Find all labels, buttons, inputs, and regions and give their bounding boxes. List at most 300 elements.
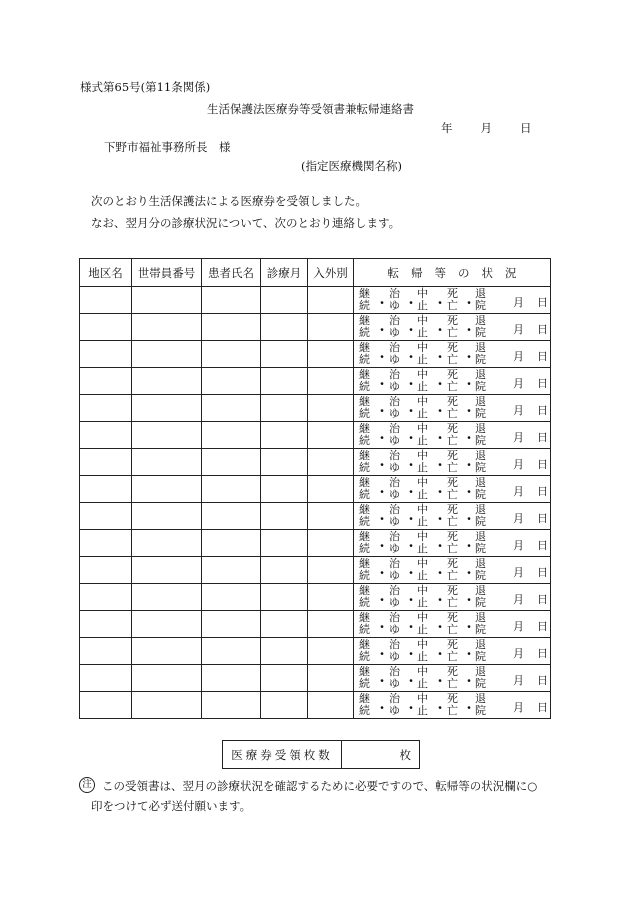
status-option[interactable] <box>474 585 487 609</box>
month-label: 月 <box>513 620 524 633</box>
status-option-top: 死 <box>447 692 458 705</box>
status-option[interactable] <box>446 504 459 528</box>
patient-name-cell[interactable] <box>202 476 261 503</box>
separator-dot: ・ <box>434 458 447 472</box>
status-option[interactable] <box>474 504 487 528</box>
separator-dot: ・ <box>376 377 389 391</box>
in-out-cell[interactable] <box>308 476 354 503</box>
outcome-status-cell[interactable] <box>354 395 551 422</box>
status-option-top: 中 <box>417 476 428 489</box>
status-option[interactable] <box>388 477 401 501</box>
member-number-cell[interactable] <box>132 476 202 503</box>
district-cell[interactable] <box>80 638 132 665</box>
status-option-top: 退 <box>475 584 486 597</box>
status-option-bottom: 続 <box>359 488 370 501</box>
treatment-month-cell[interactable] <box>261 422 308 449</box>
separator-dot: ・ <box>463 485 476 499</box>
in-out-cell[interactable] <box>308 611 354 638</box>
outcome-status-cell[interactable] <box>354 503 551 530</box>
day-label: 日 <box>537 404 548 417</box>
status-option[interactable] <box>388 558 401 582</box>
treatment-month-cell[interactable] <box>261 449 308 476</box>
status-option[interactable] <box>358 612 371 636</box>
status-option[interactable] <box>446 315 459 339</box>
patient-name-cell[interactable] <box>202 422 261 449</box>
status-option[interactable] <box>416 612 429 636</box>
status-option-top: 中 <box>417 638 428 651</box>
member-number-cell[interactable] <box>132 503 202 530</box>
status-option[interactable] <box>474 423 487 447</box>
status-option-bottom: ゆ <box>389 704 400 717</box>
outcome-status-cell[interactable] <box>354 638 551 665</box>
status-option[interactable] <box>358 558 371 582</box>
day-label: 日 <box>537 296 548 309</box>
patient-name-cell[interactable] <box>202 665 261 692</box>
status-option[interactable] <box>388 315 401 339</box>
table-row <box>80 503 551 530</box>
district-cell[interactable] <box>80 611 132 638</box>
status-option-top: 死 <box>447 368 458 381</box>
separator-dot: ・ <box>463 539 476 553</box>
status-option[interactable] <box>388 450 401 474</box>
status-option-top: 継 <box>359 476 370 489</box>
member-number-cell[interactable] <box>132 530 202 557</box>
status-option[interactable] <box>474 693 487 717</box>
status-option-top: 治 <box>389 638 400 651</box>
district-cell[interactable] <box>80 395 132 422</box>
in-out-cell[interactable] <box>308 422 354 449</box>
status-option[interactable] <box>474 396 487 420</box>
status-option-top: 治 <box>389 611 400 624</box>
separator-dot: ・ <box>405 458 418 472</box>
status-option[interactable] <box>446 693 459 717</box>
status-option[interactable] <box>416 369 429 393</box>
status-option-top: 治 <box>389 368 400 381</box>
district-cell[interactable] <box>80 422 132 449</box>
table-row <box>80 314 551 341</box>
treatment-month-cell[interactable] <box>261 557 308 584</box>
status-option-bottom: 亡 <box>447 515 458 528</box>
status-option[interactable] <box>474 666 487 690</box>
outcome-status-cell[interactable] <box>354 611 551 638</box>
status-option-bottom: 院 <box>475 353 486 366</box>
header-district: 地区名 <box>80 259 132 287</box>
patient-name-cell[interactable] <box>202 341 261 368</box>
status-option-bottom: ゆ <box>389 461 400 474</box>
status-option[interactable] <box>388 585 401 609</box>
treatment-month-cell[interactable] <box>261 638 308 665</box>
district-cell[interactable] <box>80 557 132 584</box>
status-option-bottom: 院 <box>475 596 486 609</box>
status-option-bottom: 亡 <box>447 407 458 420</box>
day-label: 日 <box>537 566 548 579</box>
in-out-cell[interactable] <box>308 314 354 341</box>
status-option-top: 治 <box>389 287 400 300</box>
status-option[interactable] <box>416 450 429 474</box>
status-option-top: 継 <box>359 287 370 300</box>
separator-dot: ・ <box>434 620 447 634</box>
status-option-bottom: 亡 <box>447 677 458 690</box>
status-option[interactable] <box>388 504 401 528</box>
member-number-cell[interactable] <box>132 665 202 692</box>
status-option[interactable] <box>388 342 401 366</box>
ticket-count-field[interactable] <box>342 741 420 769</box>
status-option-bottom: 止 <box>417 515 428 528</box>
separator-dot: ・ <box>463 674 476 688</box>
status-option-bottom: 院 <box>475 515 486 528</box>
status-option-bottom: ゆ <box>389 569 400 582</box>
status-option[interactable] <box>388 288 401 312</box>
status-option-bottom: 続 <box>359 515 370 528</box>
in-out-cell[interactable] <box>308 503 354 530</box>
status-option[interactable] <box>474 477 487 501</box>
outcome-status-cell[interactable] <box>354 422 551 449</box>
separator-dot: ・ <box>463 593 476 607</box>
status-option[interactable] <box>358 315 371 339</box>
outcome-status-cell[interactable] <box>354 692 551 719</box>
outcome-status-cell[interactable] <box>354 665 551 692</box>
member-number-cell[interactable] <box>132 638 202 665</box>
table-row <box>80 449 551 476</box>
header-treatment-month: 診療月 <box>261 259 308 287</box>
status-option[interactable] <box>474 531 487 555</box>
treatment-month-cell[interactable] <box>261 395 308 422</box>
outcome-status-cell[interactable] <box>354 476 551 503</box>
status-option[interactable] <box>388 693 401 717</box>
member-number-cell[interactable] <box>132 395 202 422</box>
status-option[interactable] <box>358 450 371 474</box>
treatment-month-cell[interactable] <box>261 341 308 368</box>
in-out-cell[interactable] <box>308 449 354 476</box>
status-option[interactable] <box>388 639 401 663</box>
district-cell[interactable] <box>80 503 132 530</box>
separator-dot: ・ <box>434 431 447 445</box>
status-option[interactable] <box>446 666 459 690</box>
status-option-top: 死 <box>447 557 458 570</box>
district-cell[interactable] <box>80 341 132 368</box>
status-option-top: 死 <box>447 341 458 354</box>
status-option[interactable] <box>416 504 429 528</box>
status-option-bottom: 院 <box>475 704 486 717</box>
status-option[interactable] <box>388 531 401 555</box>
status-option-top: 継 <box>359 449 370 462</box>
status-option[interactable] <box>474 612 487 636</box>
patient-name-cell[interactable] <box>202 395 261 422</box>
status-option-bottom: 止 <box>417 677 428 690</box>
status-option[interactable] <box>416 585 429 609</box>
status-option-bottom: 亡 <box>447 704 458 717</box>
treatment-month-cell[interactable] <box>261 368 308 395</box>
member-number-cell[interactable] <box>132 584 202 611</box>
status-option[interactable] <box>446 477 459 501</box>
status-option-top: 死 <box>447 287 458 300</box>
status-option[interactable] <box>358 504 371 528</box>
patient-name-cell[interactable] <box>202 584 261 611</box>
status-option[interactable] <box>388 612 401 636</box>
ticket-count-box <box>222 740 420 769</box>
member-number-cell[interactable] <box>132 692 202 719</box>
status-option[interactable] <box>446 558 459 582</box>
table-row <box>80 638 551 665</box>
table-row <box>80 476 551 503</box>
status-option-top: 中 <box>417 692 428 705</box>
status-option-bottom: 院 <box>475 488 486 501</box>
status-option-top: 治 <box>389 395 400 408</box>
status-option[interactable] <box>446 639 459 663</box>
date-month: 月 <box>480 121 492 135</box>
status-option-bottom: ゆ <box>389 596 400 609</box>
status-option-bottom: 亡 <box>447 380 458 393</box>
outcome-status-cell[interactable] <box>354 341 551 368</box>
status-option[interactable] <box>358 369 371 393</box>
header-status-char: 等 <box>434 265 446 280</box>
status-option[interactable] <box>416 531 429 555</box>
status-option-bottom: ゆ <box>389 488 400 501</box>
treatment-month-cell[interactable] <box>261 314 308 341</box>
status-option[interactable] <box>416 396 429 420</box>
status-option[interactable] <box>446 450 459 474</box>
patient-name-cell[interactable] <box>202 611 261 638</box>
member-number-cell[interactable] <box>132 314 202 341</box>
table-header-row <box>80 259 551 287</box>
status-option[interactable] <box>474 369 487 393</box>
separator-dot: ・ <box>405 539 418 553</box>
status-option[interactable] <box>416 558 429 582</box>
patient-name-cell[interactable] <box>202 503 261 530</box>
outcome-status-cell[interactable] <box>354 368 551 395</box>
status-option[interactable] <box>446 585 459 609</box>
status-option[interactable] <box>474 558 487 582</box>
status-option[interactable] <box>474 639 487 663</box>
separator-dot: ・ <box>376 701 389 715</box>
separator-dot: ・ <box>434 296 447 310</box>
patient-name-cell[interactable] <box>202 530 261 557</box>
in-out-cell[interactable] <box>308 557 354 584</box>
patient-name-cell[interactable] <box>202 557 261 584</box>
separator-dot: ・ <box>405 377 418 391</box>
month-label: 月 <box>513 458 524 471</box>
status-option[interactable] <box>358 423 371 447</box>
treatment-month-cell[interactable] <box>261 692 308 719</box>
table-row <box>80 395 551 422</box>
status-option[interactable] <box>446 612 459 636</box>
status-option[interactable] <box>416 477 429 501</box>
member-number-cell[interactable] <box>132 368 202 395</box>
table-row <box>80 287 551 314</box>
note-icon: 注 <box>79 777 95 793</box>
status-option[interactable] <box>358 585 371 609</box>
status-option[interactable] <box>446 423 459 447</box>
separator-dot: ・ <box>405 701 418 715</box>
treatment-month-cell[interactable] <box>261 584 308 611</box>
status-option[interactable] <box>358 639 371 663</box>
status-option-top: 死 <box>447 476 458 489</box>
patient-name-cell[interactable] <box>202 638 261 665</box>
status-option[interactable] <box>388 396 401 420</box>
member-number-cell[interactable] <box>132 557 202 584</box>
status-option-top: 継 <box>359 395 370 408</box>
treatment-month-cell[interactable] <box>261 287 308 314</box>
in-out-cell[interactable] <box>308 341 354 368</box>
separator-dot: ・ <box>405 350 418 364</box>
patient-name-cell[interactable] <box>202 368 261 395</box>
patient-name-cell[interactable] <box>202 692 261 719</box>
outcome-status-cell[interactable] <box>354 530 551 557</box>
outcome-status-cell[interactable] <box>354 314 551 341</box>
patient-name-cell[interactable] <box>202 314 261 341</box>
status-option[interactable] <box>416 288 429 312</box>
district-cell[interactable] <box>80 314 132 341</box>
status-option-top: 退 <box>475 368 486 381</box>
status-option[interactable] <box>358 396 371 420</box>
district-cell[interactable] <box>80 584 132 611</box>
status-option-bottom: 亡 <box>447 353 458 366</box>
district-cell[interactable] <box>80 692 132 719</box>
treatment-month-cell[interactable] <box>261 530 308 557</box>
status-option-bottom: ゆ <box>389 542 400 555</box>
status-option[interactable] <box>358 693 371 717</box>
status-option-bottom: 院 <box>475 326 486 339</box>
status-option-bottom: ゆ <box>389 326 400 339</box>
patient-name-cell[interactable] <box>202 449 261 476</box>
date-year: 年 <box>441 121 453 135</box>
status-option-bottom: 止 <box>417 299 428 312</box>
status-option-top: 治 <box>389 449 400 462</box>
status-option[interactable] <box>474 288 487 312</box>
status-option[interactable] <box>416 639 429 663</box>
status-option[interactable] <box>358 477 371 501</box>
status-option-bottom: 院 <box>475 677 486 690</box>
outcome-status-cell[interactable] <box>354 584 551 611</box>
status-option-bottom: 亡 <box>447 461 458 474</box>
district-cell[interactable] <box>80 476 132 503</box>
status-option[interactable] <box>446 396 459 420</box>
status-option[interactable] <box>358 288 371 312</box>
status-option-top: 退 <box>475 503 486 516</box>
month-label: 月 <box>513 485 524 498</box>
status-option-top: 退 <box>475 476 486 489</box>
separator-dot: ・ <box>434 404 447 418</box>
separator-dot: ・ <box>405 620 418 634</box>
day-label: 日 <box>537 323 548 336</box>
patient-name-cell[interactable] <box>202 287 261 314</box>
sender-institution: (指定医療機関名称) <box>301 159 402 173</box>
status-option-top: 治 <box>389 557 400 570</box>
status-option[interactable] <box>416 693 429 717</box>
member-number-cell[interactable] <box>132 449 202 476</box>
status-option-bottom: 院 <box>475 569 486 582</box>
status-option-top: 継 <box>359 584 370 597</box>
separator-dot: ・ <box>405 512 418 526</box>
separator-dot: ・ <box>405 431 418 445</box>
separator-dot: ・ <box>376 539 389 553</box>
separator-dot: ・ <box>405 647 418 661</box>
member-number-cell[interactable] <box>132 611 202 638</box>
separator-dot: ・ <box>434 566 447 580</box>
treatment-month-cell[interactable] <box>261 503 308 530</box>
in-out-cell[interactable] <box>308 584 354 611</box>
outcome-status-cell[interactable] <box>354 449 551 476</box>
status-option-bottom: 亡 <box>447 434 458 447</box>
status-option[interactable] <box>388 666 401 690</box>
in-out-cell[interactable] <box>308 530 354 557</box>
status-option[interactable] <box>446 531 459 555</box>
status-option[interactable] <box>416 315 429 339</box>
status-option-top: 中 <box>417 584 428 597</box>
status-option[interactable] <box>358 531 371 555</box>
document-title: 生活保護法医療券等受領書兼転帰連絡書 <box>207 102 414 116</box>
outcome-status-cell[interactable] <box>354 287 551 314</box>
district-cell[interactable] <box>80 368 132 395</box>
month-label: 月 <box>513 323 524 336</box>
status-option-bottom: 止 <box>417 353 428 366</box>
status-option[interactable] <box>446 288 459 312</box>
status-option-bottom: ゆ <box>389 407 400 420</box>
separator-dot: ・ <box>376 404 389 418</box>
ticket-count-label: 医療券受領枚数 <box>223 741 342 769</box>
status-option-bottom: 止 <box>417 569 428 582</box>
status-option[interactable] <box>358 666 371 690</box>
in-out-cell[interactable] <box>308 368 354 395</box>
district-cell[interactable] <box>80 287 132 314</box>
member-number-cell[interactable] <box>132 341 202 368</box>
in-out-cell[interactable] <box>308 665 354 692</box>
status-option[interactable] <box>474 315 487 339</box>
in-out-cell[interactable] <box>308 692 354 719</box>
district-cell[interactable] <box>80 665 132 692</box>
separator-dot: ・ <box>376 296 389 310</box>
district-cell[interactable] <box>80 530 132 557</box>
in-out-cell[interactable] <box>308 395 354 422</box>
status-option[interactable] <box>474 450 487 474</box>
day-label: 日 <box>537 431 548 444</box>
separator-dot: ・ <box>463 323 476 337</box>
status-option[interactable] <box>446 342 459 366</box>
district-cell[interactable] <box>80 449 132 476</box>
status-option-top: 治 <box>389 665 400 678</box>
status-option-bottom: 亡 <box>447 488 458 501</box>
body-line-1: 次のとおり生活保護法による医療券を受領しました。 <box>91 194 367 208</box>
status-option[interactable] <box>358 342 371 366</box>
status-option[interactable] <box>446 369 459 393</box>
outcome-status-cell[interactable] <box>354 557 551 584</box>
member-number-cell[interactable] <box>132 287 202 314</box>
status-option-top: 継 <box>359 341 370 354</box>
status-option[interactable] <box>416 423 429 447</box>
treatment-month-cell[interactable] <box>261 611 308 638</box>
treatment-month-cell[interactable] <box>261 665 308 692</box>
treatment-month-cell[interactable] <box>261 476 308 503</box>
status-option-bottom: 続 <box>359 623 370 636</box>
status-option[interactable] <box>474 342 487 366</box>
separator-dot: ・ <box>434 674 447 688</box>
status-option[interactable] <box>416 666 429 690</box>
status-option-top: 継 <box>359 314 370 327</box>
status-option-bottom: 止 <box>417 596 428 609</box>
in-out-cell[interactable] <box>308 638 354 665</box>
status-option[interactable] <box>388 369 401 393</box>
status-option[interactable] <box>416 342 429 366</box>
status-option[interactable] <box>388 423 401 447</box>
header-member-number: 世帯員番号 <box>132 259 202 287</box>
status-option-top: 継 <box>359 638 370 651</box>
month-label: 月 <box>513 296 524 309</box>
separator-dot: ・ <box>376 566 389 580</box>
in-out-cell[interactable] <box>308 287 354 314</box>
member-number-cell[interactable] <box>132 422 202 449</box>
status-option-bottom: 院 <box>475 380 486 393</box>
table-row <box>80 665 551 692</box>
